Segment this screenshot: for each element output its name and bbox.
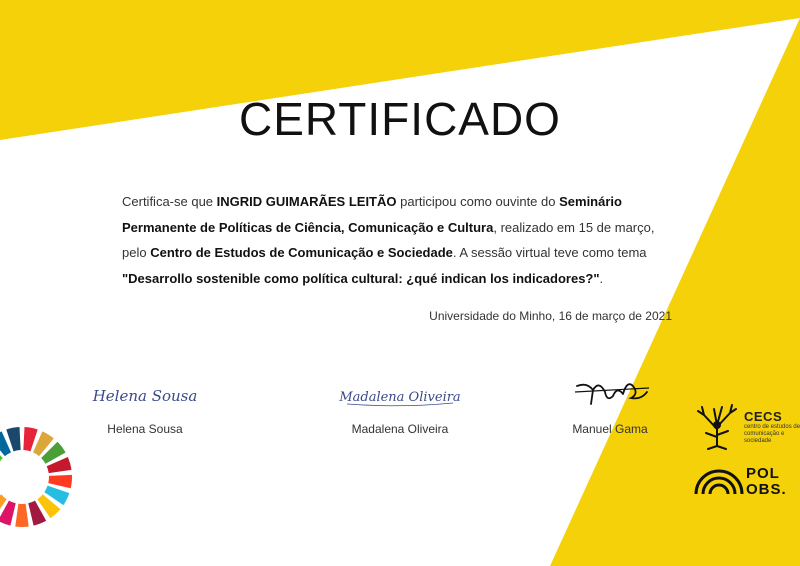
polobs-logo-text <box>746 466 787 498</box>
body-text-2: participou como ouvinte do <box>396 194 560 209</box>
recipient-name: INGRID GUIMARÃES LEITÃO <box>216 194 397 209</box>
cecs-tree-icon <box>692 401 742 451</box>
body-text-5: . <box>599 270 604 286</box>
sdg-segment <box>48 475 72 488</box>
body-text-1: Certifica-se que <box>122 194 217 209</box>
cecs-subtitle: centro de estudos de comunicação e sociedade <box>744 424 800 444</box>
sdg-segment <box>15 504 28 527</box>
cecs-title: CECS <box>744 409 783 424</box>
signature-block-madalena <box>325 380 475 436</box>
handwritten-signature-manuel <box>535 376 685 408</box>
signer-name: Madalena Oliveira <box>351 422 449 436</box>
signature-block-manuel <box>535 376 685 436</box>
certificate-title: CERTIFICADO <box>239 93 561 145</box>
signer-name: Manuel Gama <box>572 422 648 436</box>
organizer-name: Centro de Estudos de Comunicação e Sociedade <box>150 245 453 260</box>
svg-text:Madalena Oliveira: Madalena Oliveira <box>339 390 461 405</box>
handwritten-signature-helena <box>70 380 220 408</box>
body-text-3: , realizado em 15 de março, pelo <box>122 219 655 260</box>
body-text-4: . A sessão virtual teve como tema <box>452 245 647 260</box>
cecs-logo-text <box>744 409 800 445</box>
place-and-date: Universidade do Minho, 16 de março de 2021 <box>429 309 672 323</box>
polobs-line-2: OBS. <box>746 481 787 498</box>
session-theme: "Desarrollo sostenible como política cultural: ¿qué indican los indicadores?" <box>122 270 600 286</box>
polobs-arcs-icon <box>692 462 746 496</box>
handwritten-signature-madalena <box>325 380 475 408</box>
sdg-wheel-icon <box>0 415 100 566</box>
signer-name: Helena Sousa <box>107 422 183 436</box>
seminar-name: Seminário Permanente de Políticas de Ciência, Comunicação e Cultura <box>122 194 622 235</box>
polobs-line-1: POL <box>746 465 780 482</box>
svg-text:Helena Sousa: Helena Sousa <box>92 387 198 405</box>
certificate-body <box>122 189 677 291</box>
